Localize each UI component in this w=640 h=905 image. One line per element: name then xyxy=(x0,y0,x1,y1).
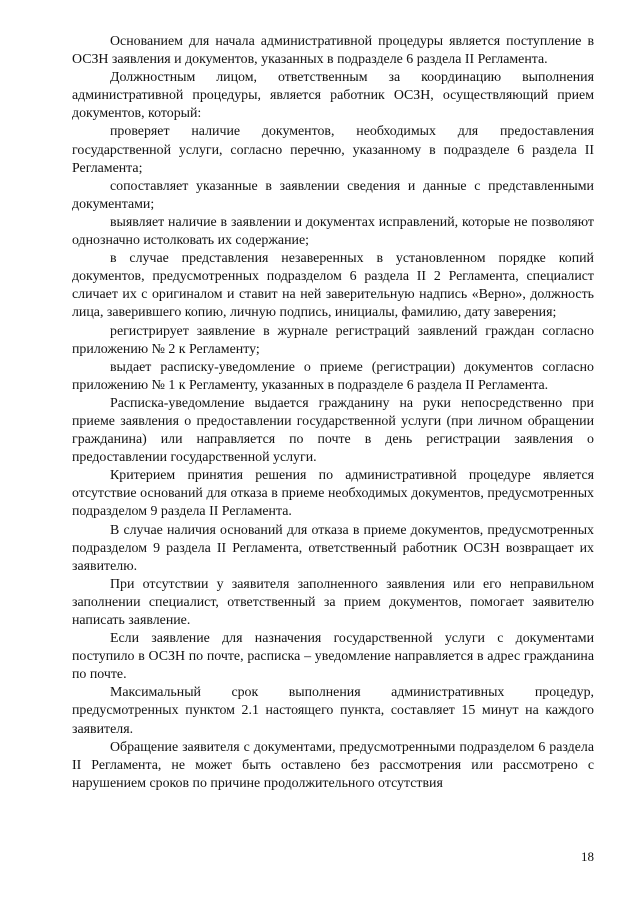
list-item: сопоставляет указанные в заявлении сведения и данные с представленными документами; xyxy=(72,178,594,212)
paragraph: При отсутствии у заявителя заполненного заявления или его неправильном заполнении специалист, ответственный за прием документов, помогает заявителю написать заявление. xyxy=(72,576,594,628)
paragraph: Критерием принятия решения по административной процедуре является отсутствие оснований для отказа в приеме необходимых документов, предусмотренных подразделом 9 раздела II Регламента. xyxy=(72,468,594,520)
list-item: выявляет наличие в заявлении и документах исправлений, которые не позволяют однозначно истолковать их содержание; xyxy=(72,214,594,249)
document-body xyxy=(72,33,594,793)
page-number: 18 xyxy=(581,849,594,864)
paragraph: Расписка-уведомление выдается гражданину на руки непосредственно при приеме заявления о предоставлении государственной услуги (при личном обращении гражданина) или направляется по почте в день регистрации заявления о предоставлении государственной услуги. xyxy=(72,395,594,466)
paragraph: Если заявление для назначения государственной услуги с документами поступило в ОСЗН по почте, расписка – уведомление направляется в адрес гражданина по почте. xyxy=(72,631,594,683)
paragraph: Обращение заявителя с документами, предусмотренными подразделом 6 раздела II Регламента, не может быть оставлено без рассмотрения или рассмотрено с нарушением сроков по причине продолжительного отсутствия xyxy=(72,739,594,791)
paragraph: Максимальный срок выполнения административных процедур, предусмотренных пунктом 2.1 настоящего пункта, составляет 15 минут на каждого заявителя. xyxy=(72,685,594,737)
list-item: в случае представления незаверенных в установленном порядке копий документов, предусмотренных подразделом 6 раздела II 2 Регламента, специалист сличает их с оригиналом и ставит на ней заверительную надпись «Верно», должность лица, заверившего копию, личную подпись, инициалы, фамилию, дату заверения; xyxy=(72,251,594,321)
list-item: проверяет наличие документов, необходимых для предоставления государственной услуги, согласно перечню, указанному в подразделе 6 раздела II Регламента; xyxy=(72,124,594,176)
list-item: выдает расписку-уведомление о приеме (регистрации) документов согласно приложению № 1 к Регламенту, указанных в подразделе 6 раздела II Регламента. xyxy=(72,359,594,393)
paragraph: Основанием для начала административной процедуры является поступление в ОСЗН заявления и документов, указанных в подразделе 6 раздела II Регламента. xyxy=(72,34,594,68)
list-item: регистрирует заявление в журнале регистраций заявлений граждан согласно приложению № 2 к Регламенту; xyxy=(72,323,594,357)
paragraph: Должностным лицом, ответственным за координацию выполнения административной процедуры, является работник ОСЗН, осуществляющий прием документов, который: xyxy=(72,70,594,122)
paragraph: В случае наличия оснований для отказа в приеме документов, предусмотренных подразделом 9 раздела II Регламента, ответственный работник ОСЗН возвращает их заявителю. xyxy=(72,522,594,574)
